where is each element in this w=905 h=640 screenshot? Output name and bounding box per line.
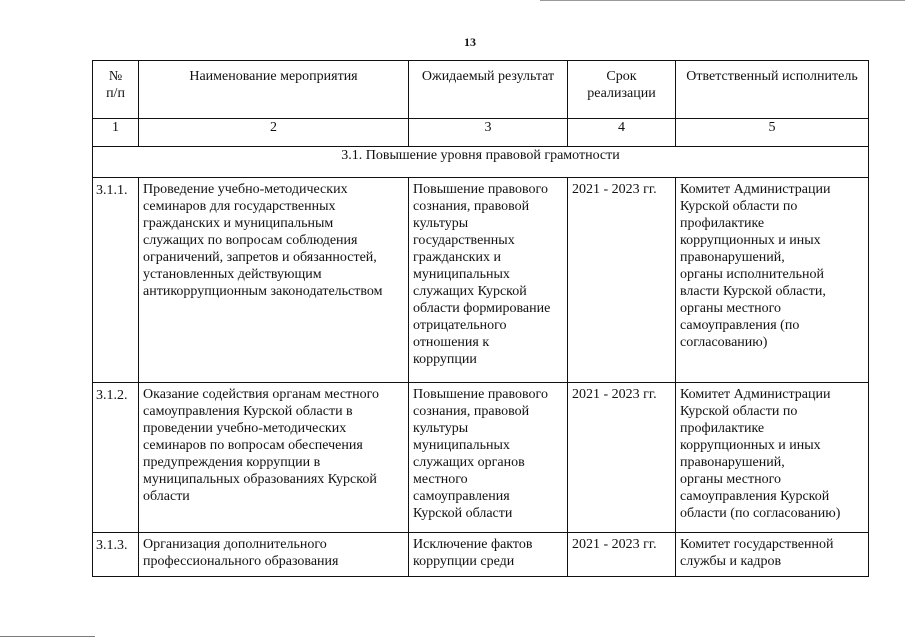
column-number: 4 [568, 119, 676, 147]
column-number: 3 [409, 119, 568, 147]
header-measure-name: Наименование мероприятия [139, 61, 409, 119]
expected-result: Исключение фактов коррупции среди [409, 533, 568, 577]
table-header-row [93, 61, 869, 119]
measure-name: Организация дополнительного профессионального образования [139, 533, 409, 577]
header-executor: Ответственный исполнитель [676, 61, 869, 119]
executor: Комитет государственной службы и кадров [676, 533, 869, 577]
table-row [93, 533, 869, 577]
header-number: № п/п [93, 61, 139, 119]
executor: Комитет Администрации Курской области по профилактике коррупционных и иных правонарушений, органы местного самоуправления Курской области (по согласованию) [676, 383, 869, 533]
table-row [93, 383, 869, 533]
page-number: 13 [464, 35, 476, 49]
row-number: 3.1.2. [93, 383, 139, 533]
expected-result: Повышение правового сознания, правовой культуры муниципальных служащих органов местного самоуправления Курской области [409, 383, 568, 533]
top-rule [540, 0, 905, 1]
executor: Комитет Администрации Курской области по профилактике коррупционных и иных правонарушений, органы исполнительной власти Курской области, органы местного самоуправления (по согласованию) [676, 178, 869, 383]
column-number: 5 [676, 119, 869, 147]
bottom-rule [0, 636, 95, 637]
measures-table [92, 60, 869, 577]
column-number-row [93, 119, 869, 147]
measure-name: Проведение учебно-методических семинаров для государственных гражданских и муниципальным служащих по вопросам соблюдения ограничений, запретов и обязанностей, установленных действующим антикоррупционным законодательством [139, 178, 409, 383]
term: 2021 - 2023 гг. [568, 383, 676, 533]
column-number: 1 [93, 119, 139, 147]
term: 2021 - 2023 гг. [568, 533, 676, 577]
term: 2021 - 2023 гг. [568, 178, 676, 383]
measure-name: Оказание содействия органам местного самоуправления Курской области в проведении учебно-методических семинаров по вопросам обеспечения предупреждения коррупции в муниципальных образованиях Курской области [139, 383, 409, 533]
header-term: Срок реализации [568, 61, 676, 119]
section-row [93, 147, 869, 178]
row-number: 3.1.1. [93, 178, 139, 383]
row-number: 3.1.3. [93, 533, 139, 577]
expected-result: Повышение правового сознания, правовой культуры государственных гражданских и муниципальных служащих Курской области формирование отрицательного отношения к коррупции [409, 178, 568, 383]
table-row [93, 178, 869, 383]
header-expected-result: Ожидаемый результат [409, 61, 568, 119]
section-title: 3.1. Повышение уровня правовой грамотности [93, 147, 869, 178]
column-number: 2 [139, 119, 409, 147]
